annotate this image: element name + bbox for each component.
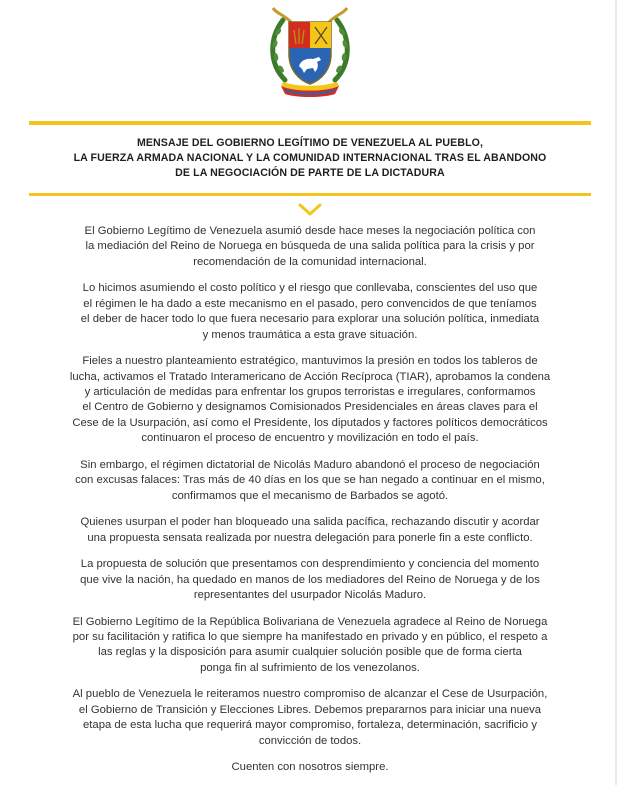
text-line: el régimen le ha dado a este mecanismo en el pasado, pero convencidos de que teníamos: [83, 297, 537, 310]
title-line: LA FUERZA ARMADA NACIONAL Y LA COMUNIDAD INTERNACIONAL TRAS EL ABANDONO: [73, 152, 547, 164]
text-line: y menos traumática a esta grave situación.: [202, 328, 418, 341]
text-line: las reglas y la disposición para asumir cualquier solución posible que de forma cierta: [98, 646, 522, 659]
text-line: el deber de hacer todo lo que fuera necesario para explorar una solución política, inmediata: [80, 313, 540, 326]
text-line: Cuenten con nosotros siempre.: [231, 761, 389, 774]
text-line: El Gobierno Legítimo de Venezuela asumió desde hace meses la negociación política con: [84, 225, 536, 237]
top-accent-rule: [29, 121, 591, 125]
text-line: Cese de la Usurpación, así como el Presidente, los diputados y factores políticos democráticos: [72, 416, 548, 429]
text-line: por su facilitación y ratifica lo que siempre ha manifestado en privado y en público, el respeto a: [72, 631, 548, 644]
text-line: el Centro de Gobierno y designamos Comisionados Presidenciales en áreas claves para el: [82, 401, 538, 414]
text-line: con excusas falaces: Tras más de 40 días en los que se han negado a continuar en el mismo,: [75, 474, 545, 487]
text-line: Lo hicimos asumiendo el costo político y el riesgo que conllevaba, conscientes del uso que: [82, 282, 538, 295]
text-line: continuaron el proceso de encuentro y movilización en todo el país.: [141, 432, 479, 445]
title-line: MENSAJE DEL GOBIERNO LEGÍTIMO DE VENEZUELA AL PUEBLO,: [136, 137, 484, 149]
text-line: El Gobierno Legítimo de la República Bolivariana de Venezuela agradece al Reino de Noruega: [72, 615, 548, 628]
chevron-down-icon: [298, 203, 322, 217]
paragraph: [44, 557, 576, 603]
closing-line: [44, 760, 576, 775]
text-line: Quienes usurpan el poder han bloqueado una salida pacífica, rechazando discutir y acordar: [80, 516, 540, 529]
text-line: que vive la nación, ha quedado en manos de los mediadores del Reino de Noruega y de los: [80, 573, 540, 586]
text-line: La propuesta de solución que presentamos con desprendimiento y conciencia del momento: [80, 558, 540, 571]
page-edge: [615, 0, 617, 785]
text-line: una propuesta sensata realizada por nuestra delegación para ponerle fin a este conflicto.: [87, 531, 533, 544]
text-line: ponga fin al sufrimiento de los venezolanos.: [200, 661, 420, 674]
bottom-accent-rule: [29, 193, 591, 196]
text-line: Sin embargo, el régimen dictatorial de Nicolás Maduro abandonó el proceso de negociación: [80, 458, 540, 471]
paragraph: [44, 354, 576, 446]
text-line: convicción de todos.: [258, 734, 362, 747]
paragraph: [44, 515, 576, 546]
statement-body: [44, 224, 576, 787]
text-line: y articulación de medidas para enfrentar los grupos terroristas e irregulares, conformamos: [84, 386, 536, 399]
text-line: representantes del usurpador Nicolás Maduro.: [193, 589, 427, 602]
text-line: la mediación del Reino de Noruega en búsqueda de una salida política para la crisis y por: [85, 240, 535, 253]
paragraph: [44, 687, 576, 749]
paragraph: [44, 458, 576, 504]
paragraph: [44, 224, 576, 270]
title-line: DE LA NEGOCIACIÓN DE PARTE DE LA DICTADURA: [175, 167, 445, 179]
text-line: confirmamos que el mecanismo de Barbados se agotó.: [171, 489, 449, 502]
text-line: lucha, activamos el Tratado Interamericano de Acción Recíproca (TIAR), aprobamos la condena: [69, 370, 551, 383]
text-line: el Gobierno de Transición y Elecciones Libres. Debemos prepararnos para iniciar una nueva: [78, 703, 542, 716]
text-line: recomendación de la comunidad internacional.: [193, 255, 427, 268]
text-line: Al pueblo de Venezuela le reiteramos nuestro compromiso de alcanzar el Cese de Usurpación,: [72, 688, 548, 701]
paragraph: [44, 281, 576, 343]
venezuela-coat-of-arms-icon: [261, 2, 359, 102]
text-line: etapa de esta lucha que requerirá mayor compromiso, fortaleza, determinación, sacrificio y: [83, 719, 537, 732]
statement-title: [29, 136, 591, 181]
paragraph: [44, 615, 576, 677]
text-line: Fieles a nuestro planteamiento estratégico, mantuvimos la presión en todos los tableros de: [82, 355, 538, 368]
